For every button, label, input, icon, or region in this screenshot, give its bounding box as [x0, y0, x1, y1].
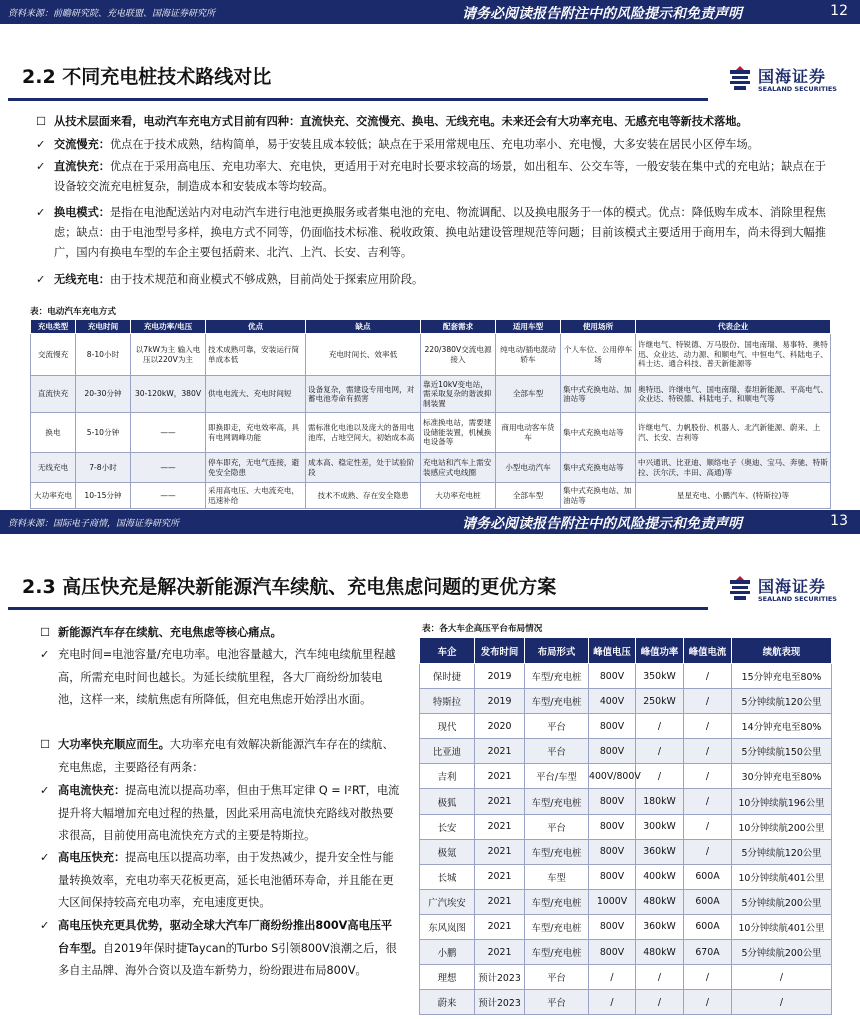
table-cell: 广汽埃安 [420, 889, 475, 914]
table-cell: 车型/充电桩 [525, 789, 589, 814]
table-cell: 预计2023 [475, 965, 525, 990]
table-cell: 需标准化电池以及庞大的备用电池库，占地空间大，初始成本高 [306, 413, 421, 453]
disclaimer-notice: 请务必阅读报告附注中的风险提示和免责声明 [462, 6, 742, 22]
table-cell: 个人车位、公用停车场 [561, 334, 636, 376]
bullet-item [40, 734, 402, 779]
table-cell: 全部车型 [496, 376, 561, 413]
table-cell: 平台 [525, 814, 589, 839]
table-cell: 1000V [589, 889, 636, 914]
table-cell: / [636, 764, 684, 789]
table-cell: 换电 [31, 413, 76, 453]
column-header: 充电功率/电压 [131, 320, 206, 334]
high-voltage-platform-table [419, 637, 832, 1015]
column-header: 峰值电流 [684, 638, 732, 664]
table-cell: / [684, 714, 732, 739]
table-cell: 400V [589, 689, 636, 714]
table-caption: 表：电动汽车充电方式 [30, 307, 116, 317]
table-row [31, 334, 831, 376]
table-cell: / [732, 990, 832, 1015]
table-cell: 800V [589, 839, 636, 864]
source-note: 资料来源：国际电子商情，国海证券研究所 [8, 519, 180, 529]
table-cell: 车型/充电桩 [525, 664, 589, 689]
table-cell: 5-10分钟 [76, 413, 131, 453]
table-cell: 纯电动/插电混动轿车 [496, 334, 561, 376]
table-cell: 标准换电站，需要建设储能装置，机械换电设备等 [421, 413, 496, 453]
table-cell: 800V [589, 940, 636, 965]
table-row [420, 839, 832, 864]
table-cell: / [636, 990, 684, 1015]
column-header: 适用车型 [496, 320, 561, 334]
column-header: 优点 [206, 320, 306, 334]
report-page-13 [0, 510, 860, 1019]
table-cell: 220/380V交流电源接入 [421, 334, 496, 376]
table-cell: 平台/车型 [525, 764, 589, 789]
table-cell: / [636, 739, 684, 764]
table-cell: / [684, 814, 732, 839]
column-header: 代表企业 [636, 320, 831, 334]
table-cell: 无线充电 [31, 453, 76, 483]
table-cell: —— [131, 413, 206, 453]
table-cell: 小型电动汽车 [496, 453, 561, 483]
table-cell: 8-10小时 [76, 334, 131, 376]
source-note: 资料来源：前瞻研究院、充电联盟、国海证券研究所 [8, 9, 216, 19]
table-cell: 480kW [636, 940, 684, 965]
page-number: 12 [830, 3, 848, 19]
table-cell: 交流慢充 [31, 334, 76, 376]
table-row [420, 864, 832, 889]
bullet-item [40, 780, 402, 848]
page-title: 2.3 高压快充是解决新能源汽车续航、充电焦虑问题的更优方案 [22, 576, 557, 598]
table-cell: 2019 [475, 689, 525, 714]
page-header-bar [0, 0, 860, 24]
table-cell: 现代 [420, 714, 475, 739]
column-header: 充电类型 [31, 320, 76, 334]
table-cell: 即换即走，充电效率高，具有电网调峰功能 [206, 413, 306, 453]
table-cell: 350kW [636, 664, 684, 689]
table-cell: / [636, 965, 684, 990]
check-bullet-icon: ✓ [36, 138, 46, 151]
table-cell: / [684, 664, 732, 689]
check-bullet-icon: ✓ [36, 160, 46, 173]
table-cell: 5分钟续航150公里 [732, 739, 832, 764]
column-header: 车企 [420, 638, 475, 664]
table-cell: 5分钟续航200公里 [732, 889, 832, 914]
check-bullet-icon: ✓ [36, 273, 46, 286]
table-cell: 平台 [525, 990, 589, 1015]
table-row [31, 413, 831, 453]
bullet-lead: 交流慢充： [54, 138, 110, 151]
table-cell: 2021 [475, 789, 525, 814]
table-row [31, 453, 831, 483]
table-header-row [420, 638, 832, 664]
table-cell: 10分钟续航401公里 [732, 914, 832, 939]
table-cell: 2021 [475, 764, 525, 789]
table-cell: —— [131, 453, 206, 483]
table-cell: 东风岚图 [420, 914, 475, 939]
table-cell: —— [131, 483, 206, 509]
bullet-item [40, 644, 402, 712]
table-cell: 中兴通讯、比亚迪、顺络电子（奥迪、宝马、奔驰、特斯拉、沃尔沃、丰田、高通)等 [636, 453, 831, 483]
table-cell: 成本高、稳定性差，处于试验阶段 [306, 453, 421, 483]
table-cell: 集中式充换电站等 [561, 453, 636, 483]
table-cell: 许继电气、力帆股份、机器人、北汽新能源、蔚来、上汽、长安、吉利等 [636, 413, 831, 453]
table-cell: / [589, 965, 636, 990]
table-cell: / [684, 739, 732, 764]
table-row [31, 483, 831, 509]
logo-text-en: SEALAND SECURITIES [758, 595, 837, 603]
table-cell: 180kW [636, 789, 684, 814]
column-header: 使用场所 [561, 320, 636, 334]
table-cell: / [732, 965, 832, 990]
table-row [31, 376, 831, 413]
bullet-lead: 高电压快充： [58, 851, 126, 864]
table-cell: 采用高电压、大电流充电，迅速补给 [206, 483, 306, 509]
table-cell: 预计2023 [475, 990, 525, 1015]
table-cell: 400kW [636, 864, 684, 889]
table-cell: 小鹏 [420, 940, 475, 965]
table-cell: 车型/充电桩 [525, 914, 589, 939]
report-page-12 [0, 0, 860, 509]
check-bullet-icon: ✓ [40, 919, 50, 932]
table-cell: 2020 [475, 714, 525, 739]
column-header: 续航表现 [732, 638, 832, 664]
table-cell: 平台 [525, 714, 589, 739]
table-cell: 平台 [525, 965, 589, 990]
bullet-item [36, 270, 836, 290]
bullet-item [40, 847, 402, 915]
table-row [420, 965, 832, 990]
table-cell: 保时捷 [420, 664, 475, 689]
column-header: 发布时间 [475, 638, 525, 664]
table-cell: 车型/充电桩 [525, 689, 589, 714]
bullet-item [36, 135, 836, 155]
logo-text-en: SEALAND SECURITIES [758, 85, 837, 93]
bullet-text: 是指在电池配送站内对电动汽车进行电池更换服务或者集电池的充电、物流调配、以及换电服务于一体的模式。优点：降低购车成本、消除里程焦虑；缺点：由于电池型号多样，换电方式不同等，仍面临技术标准、税收政策、换电站建设管理规范等问题；目前该模式主要适用于商用车，尚未得到大幅推广，国内有换电车型的车企主要包括蔚来、北汽、上汽、长安、吉利等。 [54, 206, 826, 259]
logo-text-cn: 国海证券 [758, 577, 827, 596]
table-cell: / [684, 965, 732, 990]
table-cell: 10分钟续航200公里 [732, 814, 832, 839]
table-cell: 2021 [475, 940, 525, 965]
table-cell: 2021 [475, 914, 525, 939]
table-cell: 15分钟充电至80% [732, 664, 832, 689]
table-cell: 2021 [475, 889, 525, 914]
table-cell: 250kW [636, 689, 684, 714]
table-cell: 直流快充 [31, 376, 76, 413]
check-bullet-icon: ✓ [40, 851, 50, 864]
table-row [420, 990, 832, 1015]
table-cell: 全部车型 [496, 483, 561, 509]
table-cell: 400V/800V [589, 764, 636, 789]
table-cell: 车型/充电桩 [525, 839, 589, 864]
table-cell: 360kW [636, 839, 684, 864]
table-header-row [31, 320, 831, 334]
table-cell: 车型/充电桩 [525, 940, 589, 965]
check-bullet-icon: ✓ [40, 784, 50, 797]
table-cell: 2021 [475, 739, 525, 764]
table-cell: 靠近10kV变电站，需采取复杂的谐波抑制装置 [421, 376, 496, 413]
table-cell: 670A [684, 940, 732, 965]
table-cell: 2021 [475, 814, 525, 839]
table-cell: / [684, 789, 732, 814]
table-cell: 长安 [420, 814, 475, 839]
bullet-lead: 从技术层面来看，电动汽车充电方式目前有四种：直流快充、交流慢充、换电、无线充电。未来还会有大功率充电、无感充电等新技术落地。 [54, 115, 748, 128]
table-cell: 5分钟续航200公里 [732, 940, 832, 965]
bullet-lead: 高电压快充更具优势，驱动全球大汽车厂商纷纷推出800V高电压平台车型。 [58, 919, 393, 955]
sealand-logo [728, 574, 848, 608]
table-cell: 集中式充换电站等 [561, 413, 636, 453]
title-divider [8, 607, 708, 610]
bullet-item [40, 915, 402, 983]
table-cell: 极狐 [420, 789, 475, 814]
table-cell: 360kW [636, 914, 684, 939]
table-cell: 2021 [475, 864, 525, 889]
table-cell: 极氪 [420, 839, 475, 864]
table-cell: 800V [589, 914, 636, 939]
bullet-lead: 高电流快充： [58, 784, 126, 797]
table-cell: 充电站和汽车上需安装感应式电线圈 [421, 453, 496, 483]
table-row [420, 889, 832, 914]
page-title: 2.2 不同充电桩技术路线对比 [22, 66, 272, 88]
bullet-item [36, 157, 836, 197]
bullet-text: 提高电流以提高功率，但由于焦耳定律 Q = I²RT，电流提升将大幅增加充电过程的热量，因此采用高电流快充路线对散热要求很高，目前使用高电流快充方式的主要是特斯拉。 [58, 784, 400, 842]
bullet-lead: 大功率快充顺应而生。 [58, 738, 170, 751]
table-cell: 5分钟续航120公里 [732, 839, 832, 864]
table-cell: 技术成熟可靠，安装运行简单成本低 [206, 334, 306, 376]
table-cell: 800V [589, 814, 636, 839]
table-cell: 吉利 [420, 764, 475, 789]
table-cell: 10分钟续航401公里 [732, 864, 832, 889]
checkbox-bullet-icon: ☐ [40, 738, 51, 751]
table-cell: 600A [684, 864, 732, 889]
column-header: 布局形式 [525, 638, 589, 664]
table-row [420, 914, 832, 939]
table-cell: 800V [589, 864, 636, 889]
bullet-lead: 新能源汽车存在续航、充电焦虑等核心痛点。 [58, 626, 282, 639]
table-cell: 比亚迪 [420, 739, 475, 764]
table-cell: 大功率充电桩 [421, 483, 496, 509]
title-divider [8, 98, 708, 101]
table-cell: 800V [589, 739, 636, 764]
table-cell: 800V [589, 789, 636, 814]
table-row [420, 714, 832, 739]
table-cell: / [684, 689, 732, 714]
sealand-logo-icon [728, 576, 752, 602]
table-cell: 车型 [525, 864, 589, 889]
table-cell: 以7kW为主 输入电压以220V为主 [131, 334, 206, 376]
bullet-text: 大功率充电有效解决新能源汽车存在的续航、充电焦虑，主要路径有两条： [58, 738, 394, 774]
table-cell: 600A [684, 914, 732, 939]
table-cell: 10分钟续航196公里 [732, 789, 832, 814]
bullet-text: 优点在于技术成熟，结构简单，易于安装且成本较低；缺点在于采用常规电压、充电功率小、充电慢，大多安装在居民小区停车场。 [109, 138, 759, 151]
table-row [420, 664, 832, 689]
table-cell: / [636, 714, 684, 739]
table-cell: 800V [589, 664, 636, 689]
table-cell: 2021 [475, 839, 525, 864]
bullet-text: 提高电压以提高功率，由于发热减少，提升安全性与能量转换效率，充电功率天花板更高，延长电池循环寿命，并且能在更大区间保持较高充电功率，充电速度更快。 [58, 851, 394, 909]
table-row [420, 789, 832, 814]
table-cell: 集中式充换电站、加油站等 [561, 376, 636, 413]
checkbox-bullet-icon: ☐ [40, 626, 51, 639]
table-cell: 许继电气、特锐德、万马股份、国电南瑞、易事特、奥特迅、众业达、动力源、和顺电气、中恒电气、科陆电子、科士达、通合科技、普天新能源等 [636, 334, 831, 376]
table-row [420, 689, 832, 714]
page-number: 13 [830, 513, 848, 529]
table-cell: 车型/充电桩 [525, 889, 589, 914]
table-cell: 蔚来 [420, 990, 475, 1015]
table-cell: / [684, 990, 732, 1015]
bullet-lead: 换电模式： [54, 206, 110, 219]
bullet-text: 自2019年保时捷Taycan的Turbo S引领800V浪潮之后，很多自主品牌、海外合资以及造车新势力，纷纷跟进布局800V。 [58, 941, 397, 977]
check-bullet-icon: ✓ [36, 206, 46, 219]
table-cell: 供电电流大、充电时间短 [206, 376, 306, 413]
table-cell: / [684, 764, 732, 789]
column-header: 缺点 [306, 320, 421, 334]
bullet-text: 充电时间=电池容量/充电功率。电池容量越大，汽车纯电续航里程越高，所需充电时间也越长。为延长续航里程，各大厂商纷纷加装电池，这样一来，续航焦虑有所降低，但充电焦虑开始浮出水面。 [58, 648, 396, 706]
checkbox-bullet-icon: ☐ [36, 115, 47, 128]
table-cell: 集中式充换电站、加油站等 [561, 483, 636, 509]
table-cell: 5分钟续航120公里 [732, 689, 832, 714]
table-row [420, 764, 832, 789]
bullet-lead: 无线充电： [54, 273, 110, 286]
table-cell: 480kW [636, 889, 684, 914]
table-cell: 7-8小时 [76, 453, 131, 483]
table-cell: 商用电动客车货车 [496, 413, 561, 453]
table-cell: 长城 [420, 864, 475, 889]
charging-methods-table [30, 319, 831, 509]
sealand-logo-icon [728, 66, 752, 92]
table-cell: 800V [589, 714, 636, 739]
table-row [420, 814, 832, 839]
bullet-item [36, 112, 836, 132]
page-header-bar [0, 510, 860, 534]
table-row [420, 940, 832, 965]
table-cell: 停车即充，无电气连接，避免安全隐患 [206, 453, 306, 483]
bullet-item [36, 203, 836, 263]
table-cell: 奥特迅、许继电气、国电南瑞、泰坦新能源、平高电气、众业达、特锐德、科陆电子、和顺电气等 [636, 376, 831, 413]
table-cell: 平台 [525, 739, 589, 764]
sealand-logo [728, 64, 848, 98]
check-bullet-icon: ✓ [40, 648, 50, 661]
bullet-text: 优点在于采用高电压、充电功率大、充电快，更适用于对充电时长要求较高的场景，如出租车、公交车等，一般安装在集中式的充电站；缺点在于设备较交流充电桩复杂，制造成本和安装成本等均较高。 [54, 160, 826, 193]
column-header: 配套需求 [421, 320, 496, 334]
table-cell: 星星充电、小鹏汽车、(特斯拉)等 [636, 483, 831, 509]
bullet-text: 由于技术规范和商业模式不够成熟，目前尚处于探索应用阶段。 [109, 273, 424, 286]
column-header: 峰值电压 [589, 638, 636, 664]
table-cell: 14分钟充电至80% [732, 714, 832, 739]
table-cell: 大功率充电 [31, 483, 76, 509]
table-cell: 30分钟充电至80% [732, 764, 832, 789]
table-cell: 300kW [636, 814, 684, 839]
table-cell: 充电时间长、效率低 [306, 334, 421, 376]
table-cell: 30-120kW，380V [131, 376, 206, 413]
bullet-lead: 直流快充： [54, 160, 110, 173]
disclaimer-notice: 请务必阅读报告附注中的风险提示和免责声明 [462, 516, 742, 532]
table-cell: / [684, 839, 732, 864]
table-cell: 设备复杂，需建设专用电网，对蓄电池寿命有损害 [306, 376, 421, 413]
column-header: 峰值功率 [636, 638, 684, 664]
table-cell: 2019 [475, 664, 525, 689]
table-cell: 10-15分钟 [76, 483, 131, 509]
table-caption: 表：各大车企高压平台布局情况 [422, 624, 543, 634]
table-cell: 600A [684, 889, 732, 914]
table-cell: 20-30分钟 [76, 376, 131, 413]
table-cell: 技术不成熟、存在安全隐患 [306, 483, 421, 509]
table-cell: / [589, 990, 636, 1015]
table-cell: 特斯拉 [420, 689, 475, 714]
table-row [420, 739, 832, 764]
column-header: 充电时间 [76, 320, 131, 334]
table-cell: 理想 [420, 965, 475, 990]
bullet-item [40, 622, 402, 645]
logo-text-cn: 国海证券 [758, 67, 827, 86]
